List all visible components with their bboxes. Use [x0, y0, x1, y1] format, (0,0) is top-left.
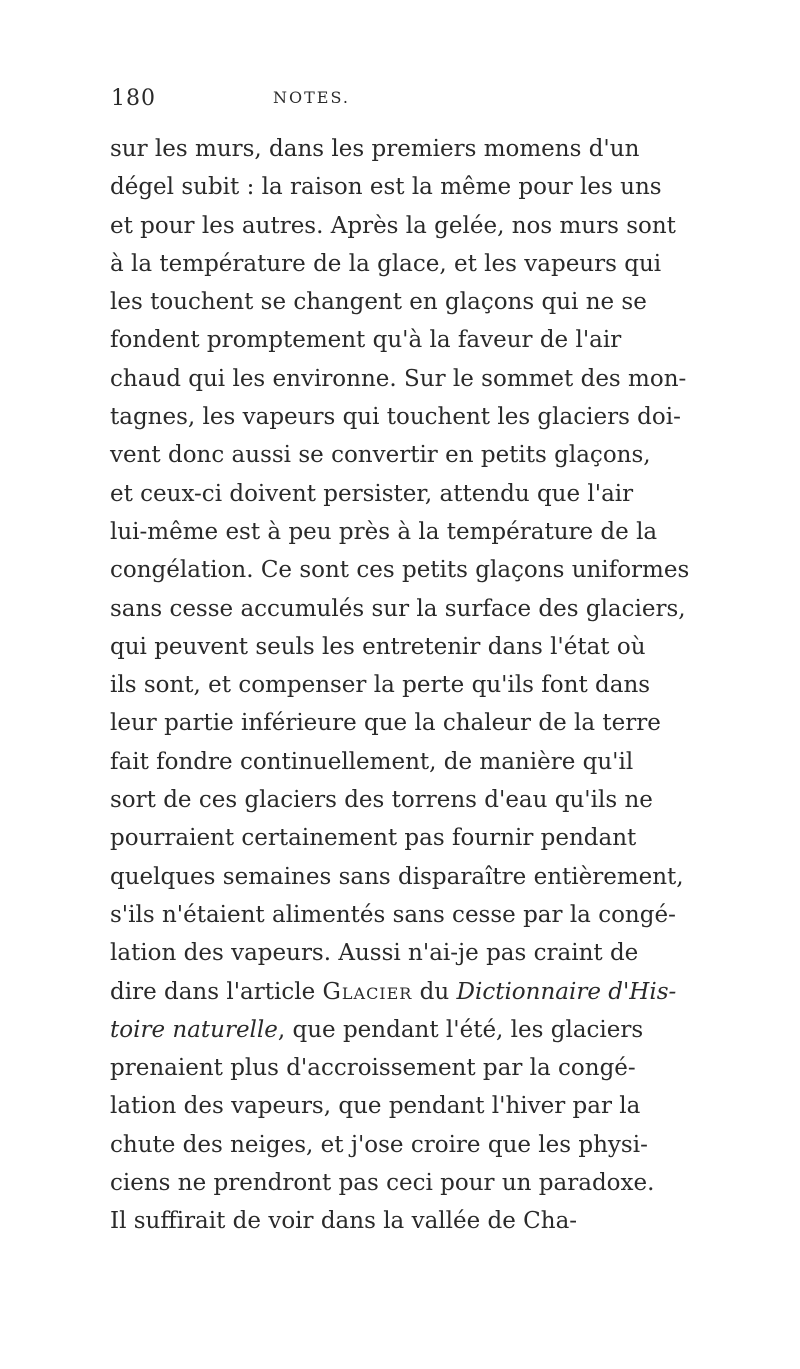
page-header: [111, 86, 671, 114]
text-fragment: , que pendant l'été, les glaciers: [277, 1016, 644, 1043]
text-line: sur les murs, dans les premiers momens d'un: [110, 136, 640, 162]
text-line-with-reference: [110, 973, 700, 1011]
article-title: Glacier: [322, 978, 413, 1005]
text-line: ils sont, et compenser la perte qu'ils font dans: [110, 672, 651, 699]
text-line: lation des vapeurs, que pendant l'hiver par la: [110, 1093, 641, 1120]
text-line: tagnes, les vapeurs qui touchent les glaciers doi-: [110, 404, 681, 431]
text-line: congélation. Ce sont ces petits glaçons uniformes: [110, 557, 690, 584]
text-line: chaud qui les environne. Sur le sommet des mon-: [110, 365, 687, 392]
text-line: fait fondre continuellement, de manière qu'il: [110, 748, 634, 775]
text-line: chute des neiges, et j'ose croire que les physi-: [110, 1131, 648, 1158]
text-line-with-reference: [110, 1011, 700, 1049]
text-fragment: dire dans l'article: [110, 978, 323, 1005]
text-line: et ceux-ci doivent persister, attendu que l'air: [110, 480, 634, 507]
book-title: toire naturelle: [110, 1016, 278, 1043]
page-number: 180: [111, 86, 156, 111]
text-fragment: du: [412, 978, 457, 1005]
text-line: ciens ne prendront pas ceci pour un paradoxe.: [110, 1170, 655, 1197]
text-line: les touchent se changent en glaçons qui ne se: [110, 289, 647, 316]
text-line: Il suffirait de voir dans la vallée de Cha-: [110, 1208, 578, 1235]
text-line: prenaient plus d'accroissement par la congé-: [110, 1055, 636, 1082]
text-line: et pour les autres. Après la gelée, nos murs sont: [110, 212, 676, 239]
text-line: à la température de la glace, et les vapeurs qui: [110, 250, 662, 277]
text-line: s'ils n'étaient alimentés sans cesse par la congé-: [110, 901, 676, 928]
text-line: sans cesse accumulés sur la surface des glaciers,: [110, 595, 686, 622]
text-line: fondent promptement qu'à la faveur de l'air: [110, 327, 622, 354]
running-head: NOTES.: [273, 88, 350, 107]
text-line: pourraient certainement pas fournir pendant: [110, 825, 637, 852]
text-line: dégel subit : la raison est la même pour les uns: [110, 174, 662, 201]
text-line: lui-même est à peu près à la température de la: [110, 518, 658, 545]
text-line: lation des vapeurs. Aussi n'ai-je pas craint de: [110, 940, 639, 967]
text-line: qui peuvent seuls les entretenir dans l'état où: [110, 633, 646, 660]
body-text: [110, 130, 700, 1241]
book-title: Dictionnaire d'His-: [456, 978, 677, 1005]
text-line: leur partie inférieure que la chaleur de la terre: [110, 710, 661, 737]
text-line: quelques semaines sans disparaître entièrement,: [110, 863, 684, 890]
text-line: sort de ces glaciers des torrens d'eau qu'ils ne: [110, 787, 653, 814]
text-line: vent donc aussi se convertir en petits glaçons,: [110, 442, 651, 469]
